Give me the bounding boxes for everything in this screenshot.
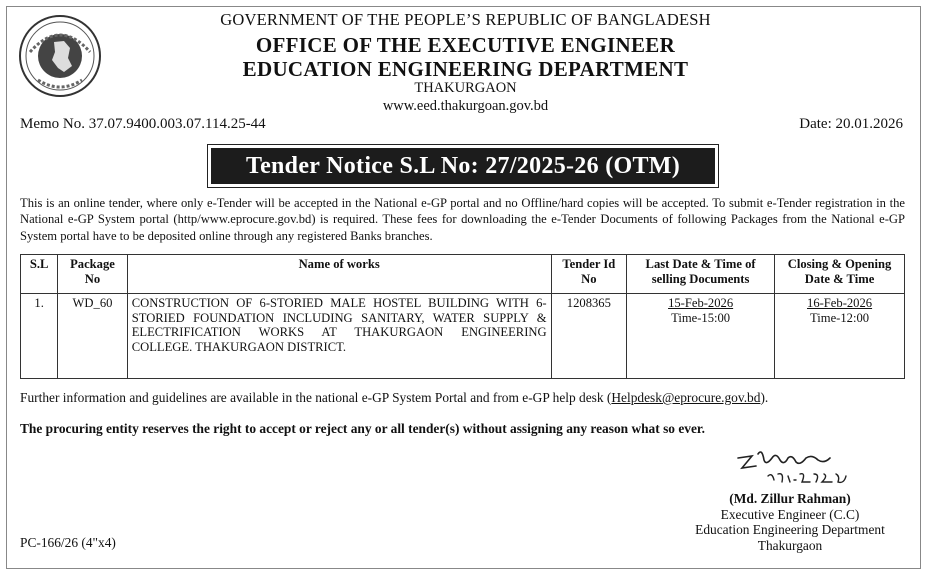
cell-tender-id: 1208365 xyxy=(551,294,627,379)
cell-package: WD_60 xyxy=(58,294,127,379)
helpdesk-email-link[interactable]: Helpdesk@eprocure.gov.bd xyxy=(611,390,761,405)
header-package-line2: No xyxy=(84,271,101,286)
header-last-line1: Last Date & Time of xyxy=(645,257,756,271)
intro-paragraph: This is an online tender, where only e-Tender will be accepted in the National e-GP portal and no Offline/hard copies will be accepted. To submit e-Tender registration in the National e-GP System portal (http/www.eprocure.gov.bd) is required. These fees for downloading the e-Tender Documents of following Packages from the National e-GP System portal have to be deposited online through any registered Banks branches. xyxy=(20,196,905,243)
header-last-line2: selling Documents xyxy=(651,271,750,286)
cell-name-of-works: CONSTRUCTION OF 6-STORIED MALE HOSTEL BUILDING WITH 6-STORIED FOUNDATION INCLUDING SANITARY, WATER SUPPLY & ELECTRIFICATION WORKS AT THAKURGAON ENGINEERING COLLEGE. THAKURGAON DISTRICT. xyxy=(127,294,551,379)
table-header-row xyxy=(21,255,905,294)
signature-block xyxy=(660,491,920,553)
cell-sl: 1. xyxy=(21,294,58,379)
tender-notice-title: Tender Notice S.L No: 27/2025-26 (OTM) xyxy=(211,148,715,184)
header-package xyxy=(58,255,127,294)
further-info-text: Further information and guidelines are available in the national e-GP System Portal and from e-GP help desk ( xyxy=(20,390,612,405)
last-date-value: 15-Feb-2026 xyxy=(668,296,734,310)
header-tender-line2: No xyxy=(581,271,597,286)
footer-code: PC-166/26 (4"x4) xyxy=(20,535,116,550)
header-sl: S.L xyxy=(21,255,58,294)
title-frame xyxy=(207,144,719,188)
header-closing xyxy=(775,255,905,294)
closing-time-value: Time-12:00 xyxy=(810,310,870,325)
handwritten-signature xyxy=(728,446,858,492)
header-last-date xyxy=(627,255,775,294)
city-heading: THAKURGAON xyxy=(414,80,517,96)
header-closing-line2: Date & Time xyxy=(804,271,875,286)
website-text: www.eed.thakurgoan.gov.bd xyxy=(382,98,549,114)
further-info xyxy=(20,390,768,406)
notice-date: Date: 20.01.2026 xyxy=(799,116,903,132)
header-name: Name of works xyxy=(127,255,551,294)
header-tender-line1: Tender Id xyxy=(562,257,616,271)
last-time-value: Time-15:00 xyxy=(671,310,731,325)
closing-date-value: 16-Feb-2026 xyxy=(807,296,873,310)
department-heading: EDUCATION ENGINEERING DEPARTMENT xyxy=(242,57,689,81)
signatory-city: Thakurgaon xyxy=(757,537,823,553)
cell-closing-date xyxy=(775,294,905,379)
signatory-designation: Executive Engineer (C.C) xyxy=(720,506,860,522)
tender-table xyxy=(20,254,905,379)
memo-number: Memo No. 37.07.9400.003.07.114.25-44 xyxy=(20,116,266,132)
cell-last-date xyxy=(627,294,775,379)
table-row xyxy=(21,294,905,379)
reservation-statement: The procuring entity reserves the right to accept or reject any or all tender(s) without assigning any reason what so ever. xyxy=(20,421,705,436)
further-info-end: ). xyxy=(760,390,769,405)
header-closing-line1: Closing & Opening xyxy=(787,257,892,271)
government-heading: GOVERNMENT OF THE PEOPLE’S REPUBLIC OF BANGLADESH xyxy=(220,10,711,29)
signatory-department: Education Engineering Department xyxy=(695,522,885,537)
header-package-line1: Package xyxy=(70,257,115,271)
office-heading: OFFICE OF THE EXECUTIVE ENGINEER xyxy=(255,33,676,57)
header-tender-id xyxy=(551,255,627,294)
signatory-name: (Md. Zillur Rahman) xyxy=(729,491,851,506)
